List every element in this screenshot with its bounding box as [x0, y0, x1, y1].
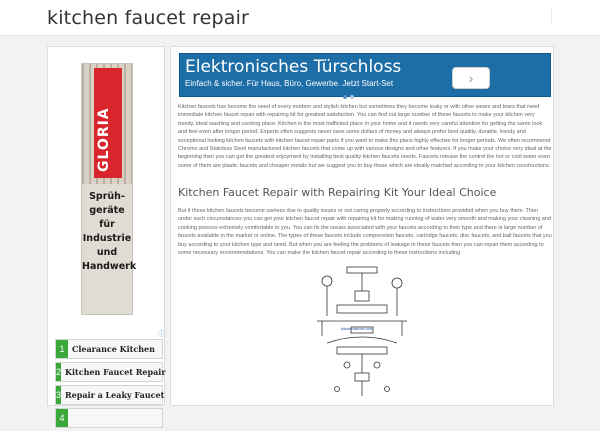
- poster-line: für: [99, 219, 115, 230]
- related-link-number: 4: [56, 409, 68, 427]
- banner-pagination: [343, 95, 354, 99]
- related-link[interactable]: [55, 362, 166, 382]
- related-link[interactable]: [55, 408, 163, 428]
- main-content: [170, 46, 554, 406]
- related-link-number: 2: [56, 363, 61, 381]
- related-link[interactable]: [55, 339, 163, 359]
- banner-next-button[interactable]: ›: [452, 67, 490, 89]
- banner-ad[interactable]: [179, 53, 551, 97]
- related-link-label: Repair a Leaky Faucet: [65, 390, 165, 400]
- poster-line: Sprüh-: [89, 191, 125, 202]
- article-subheading: Kitchen Faucet Repair with Repairing Kit Your Ideal Choice: [178, 186, 497, 199]
- article-body: But if these kitchen faucets become useless due to quality issues or not caring properly according to instructions provided when you buy them. Then under such circumstances you can get your kitchen faucet repair with repairing kit for making running of water very smooth and making your cleaning and cooking process extremely comfortable to you. You can fix the issues associated with your faucets according to their type and there is large number of faucets available in the market or online. The types of these faucets include compression faucets, cartridge faucets, disc faucets, and ball faucets that you buy according to your kitchen type and need. But when you are feeling the problems of leakage in these faucets then you can repair them according to some necessary recommendations. You can make the kitchen faucet repair according to these instructions including: [178, 208, 552, 257]
- poster-line: geräte: [89, 205, 125, 216]
- gloria-logo: [94, 68, 122, 178]
- banner-dot[interactable]: [343, 95, 347, 99]
- header-divider: [551, 9, 552, 23]
- ad-info-icon[interactable]: ⓘ: [158, 331, 165, 338]
- poster-line: Handwerk: [82, 261, 137, 272]
- site-title[interactable]: kitchen faucet repair: [47, 7, 250, 29]
- site-header: [0, 0, 600, 36]
- related-link[interactable]: [55, 385, 163, 405]
- poster-brand: GLORIA: [96, 107, 112, 172]
- related-links-list: [55, 339, 166, 431]
- poster-line: Industrie: [82, 233, 132, 244]
- related-link-number: 3: [56, 386, 61, 404]
- related-link-label: Clearance Kitchen: [72, 344, 155, 354]
- faucet-exploded-diagram: [307, 261, 417, 401]
- banner-subtitle: Einfach & sicher. Für Haus, Büro, Gewerbe. Jetzt Start-Set: [185, 79, 394, 88]
- diagram-caption: kitchenfaucet.com: [341, 326, 374, 331]
- poster-line: und: [96, 247, 118, 258]
- related-link-label: Kitchen Faucet Repair: [65, 367, 166, 377]
- sidebar-ad-poster[interactable]: [81, 63, 137, 315]
- related-link-number: 1: [56, 340, 68, 358]
- poster-slogan: [82, 190, 137, 274]
- banner-dot[interactable]: [350, 95, 354, 99]
- sidebar: [47, 46, 166, 423]
- banner-title: Elektronisches Türschloss: [185, 57, 402, 77]
- article-intro: Kitchen faucets has become the need of every modern and stylish kitchen but sometimes they become leaky or with other wears and tears that need immediate kitchen faucet repair with repairing kit for greatest satisfaction. You can find out large number of these faucets to make your kitchen very trendy, ideal washing and cooking place. Kitchen is the most trafficked place in your home and it needs very careful attention for getting the same look and feel even after longer period. Experts often suggests never save some dollars of money and always prefer best quality, durable, trendy and exceptional looking kitchen faucets with kitchen faucet repair parts if you want to make this place highly effective for longer periods. We often recommend Chrome and Stainless Steel manufactured kitchen faucets that come up with various designs and other features. If you make your choice very ideal at the beginning then you can get the greatest enjoyment by installing best quality kitchen faucets needs. Faucets release the control the hot or cold water even some of them are plastic faucets and cheaper metals but we suggest you to buy those which are ideally matched according to your kitchen constructions.: [178, 104, 552, 169]
